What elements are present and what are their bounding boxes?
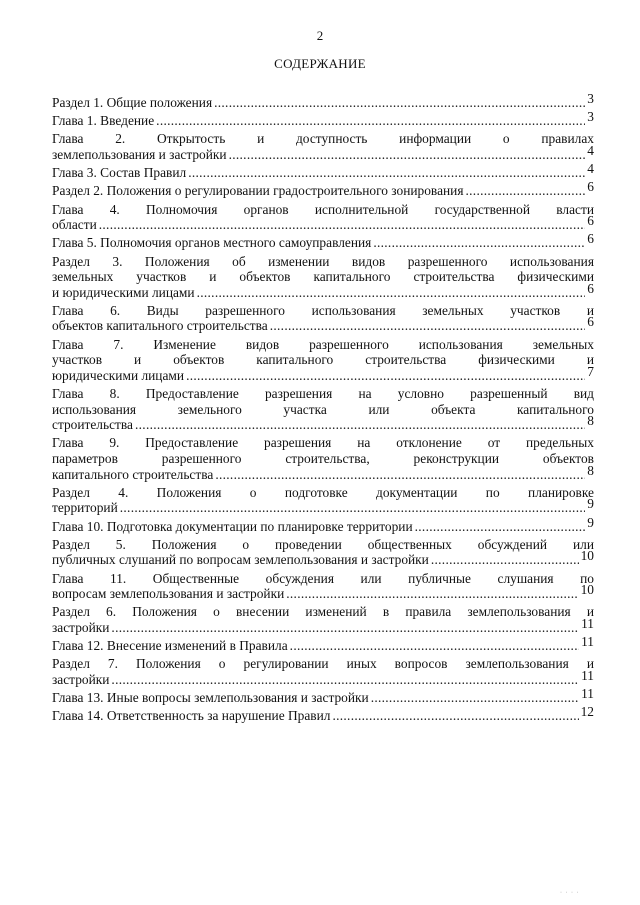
toc-entry-text: и юридическими лицами	[52, 284, 195, 300]
toc-entry-row	[52, 109, 594, 129]
toc-entry-page: 6	[587, 280, 594, 296]
toc-entry-text: Глава 5. Полномочия органов местного самоуправления	[52, 235, 372, 251]
toc-entry-row	[52, 161, 594, 181]
toc-entry-line: Глава 6. Виды разрешенного использования земельных участков и	[52, 302, 594, 318]
toc-entry-row	[52, 462, 594, 483]
toc-entry-row	[52, 514, 594, 535]
toc-entry-page: 11	[581, 615, 594, 631]
toc-entry-row	[52, 667, 594, 688]
toc-entry	[52, 704, 594, 724]
toc-entry-line: Глава 8. Предоставление разрешения на условно разрешенный вид	[52, 386, 594, 402]
toc-entry-text: Глава 3. Состав Правил	[52, 165, 187, 181]
toc-entry	[52, 386, 594, 433]
toc-entry-page: 12	[580, 704, 594, 720]
toc-entry	[52, 131, 594, 162]
toc-entry-text: публичных слушаний по вопросам землепользования и застройки	[52, 552, 429, 568]
toc-entry-row	[52, 314, 594, 334]
dot-leader	[111, 620, 579, 636]
toc-entry	[52, 435, 594, 482]
table-of-contents	[52, 91, 594, 726]
toc-entry	[52, 179, 594, 199]
toc-entry-page: 6	[587, 179, 594, 195]
toc-entry	[52, 537, 594, 568]
scan-mark: · · · ·	[560, 890, 580, 896]
toc-entry-text: капитального строительства	[52, 466, 214, 482]
toc-entry-page: 8	[587, 462, 594, 478]
toc-entry-row	[52, 496, 594, 516]
toc-entry-line: Глава 9. Предоставление разрешения на отклонение от предельных	[52, 435, 594, 451]
toc-entry-page: 3	[587, 91, 594, 106]
toc-entry-row	[52, 231, 594, 251]
toc-entry	[52, 91, 594, 111]
dot-leader	[186, 368, 585, 384]
toc-entry-line: земельных участков и объектов капитального строительства физическими	[52, 269, 594, 285]
toc-entry-text: Глава 13. Иные вопросы землепользования и застройки	[52, 690, 369, 706]
toc-entry-page: 11	[581, 634, 594, 650]
dot-leader	[214, 95, 585, 111]
toc-entry-text: Глава 14. Ответственность за нарушение Правил	[52, 708, 331, 724]
toc-entry	[52, 303, 594, 334]
toc-entry-line: Раздел 7. Положения о регулировании иных вопросов землепользования и	[52, 656, 594, 672]
toc-entry	[52, 571, 594, 602]
dot-leader	[120, 500, 586, 516]
dot-leader	[111, 672, 579, 688]
dot-leader	[215, 467, 585, 483]
toc-entry-text: Глава 12. Внесение изменений в Правила	[52, 638, 288, 654]
toc-entry-row	[52, 704, 594, 724]
toc-entry	[52, 656, 594, 687]
toc-entry-page: 11	[581, 686, 594, 702]
toc-entry-page: 9	[587, 514, 594, 530]
toc-entry	[52, 514, 594, 535]
toc-entry	[52, 604, 594, 635]
dot-leader	[431, 552, 579, 568]
toc-entry-line: использования земельного участка или объекта капитального	[52, 401, 594, 417]
toc-entry	[52, 254, 594, 301]
toc-entry-text: территорий	[52, 500, 118, 516]
dot-leader	[415, 519, 586, 535]
toc-entry-line: Раздел 5. Положения о проведении общественных обсуждений или	[52, 536, 594, 552]
dot-leader	[270, 318, 586, 334]
toc-entry-text: строительства	[52, 417, 133, 433]
page-number: 2	[316, 28, 324, 43]
dot-leader	[188, 165, 585, 181]
toc-entry	[52, 109, 594, 129]
toc-entry	[52, 202, 594, 233]
toc-title: СОДЕРЖАНИЕ	[274, 56, 366, 71]
toc-entry	[52, 337, 594, 384]
toc-entry-page: 3	[587, 109, 594, 125]
dot-leader	[466, 183, 586, 199]
toc-entry-row	[52, 413, 594, 433]
toc-entry-row	[52, 686, 594, 706]
toc-entry	[52, 634, 594, 654]
toc-entry-text: Глава 1. Введение	[52, 113, 155, 129]
toc-entry-page: 7	[587, 363, 594, 379]
dot-leader	[197, 285, 586, 301]
toc-entry-line: Раздел 6. Положения о внесении изменений в правила землепользования и	[52, 604, 594, 620]
toc-entry-page: 6	[587, 231, 594, 247]
toc-entry-row	[52, 363, 594, 384]
toc-entry-row	[52, 582, 594, 602]
toc-entry	[52, 161, 594, 181]
toc-entry	[52, 485, 594, 516]
dot-leader	[371, 690, 579, 706]
toc-entry-row	[52, 548, 594, 568]
toc-entry-row	[52, 634, 594, 654]
toc-entry-page: 10	[580, 582, 594, 598]
dot-leader	[332, 708, 578, 724]
toc-entry-row	[52, 179, 594, 199]
toc-entry-line: Глава 2. Открытость и доступность информации о правилах	[52, 131, 594, 147]
dot-leader	[373, 235, 585, 251]
toc-entry-line: Глава 7. Изменение видов разрешенного использования земельных	[52, 336, 594, 352]
toc-entry-text: застройки	[52, 619, 110, 635]
toc-entry-page: 6	[587, 314, 594, 330]
toc-entry-line: Раздел 4. Положения о подготовке документации по планировке	[52, 484, 594, 500]
toc-entry-page: 4	[587, 161, 594, 177]
toc-entry-page: 8	[587, 413, 594, 429]
toc-entry-text: Раздел 1. Общие положения	[52, 95, 213, 110]
dot-leader	[99, 217, 586, 233]
dot-leader	[156, 113, 585, 129]
toc-entry-line: Раздел 3. Положения об изменении видов разрешенного использования	[52, 253, 594, 269]
toc-entry-line: участков и объектов капитального строительства физическими и	[52, 352, 594, 368]
toc-entry-page: 9	[587, 496, 594, 512]
dot-leader	[229, 147, 586, 163]
toc-entry-page: 11	[581, 667, 594, 683]
toc-entry-text: Глава 10. Подготовка документации по планировке территории	[52, 518, 413, 534]
dot-leader	[135, 417, 585, 433]
toc-entry	[52, 231, 594, 251]
toc-entry-row	[52, 91, 594, 111]
toc-entry-text: вопросам землепользования и застройки	[52, 586, 285, 602]
toc-entry-page: 10	[580, 548, 594, 564]
dot-leader	[286, 586, 578, 602]
dot-leader	[290, 638, 579, 654]
toc-entry-row	[52, 142, 594, 163]
toc-entry-text: Раздел 2. Положения о регулировании градостроительного зонирования	[52, 183, 464, 199]
toc-entry	[52, 686, 594, 706]
toc-entry-row	[52, 280, 594, 301]
toc-entry-row	[52, 213, 594, 233]
toc-entry-line: Глава 11. Общественные обсуждения или публичные слушания по	[52, 570, 594, 586]
toc-entry-line: параметров разрешенного строительства, реконструкции объектов	[52, 451, 594, 466]
toc-entry-text: юридическими лицами	[52, 367, 185, 383]
toc-entry-text: области	[52, 217, 97, 233]
toc-entry-line: Глава 4. Полномочия органов исполнительной государственной власти	[52, 201, 594, 217]
toc-entry-text: землепользования и застройки	[52, 146, 227, 162]
toc-entry-page: 6	[587, 213, 594, 229]
toc-entry-text: объектов капитального строительства	[52, 318, 268, 334]
toc-entry-text: застройки	[52, 671, 110, 687]
toc-entry-page: 4	[587, 142, 594, 158]
toc-entry-row	[52, 615, 594, 636]
